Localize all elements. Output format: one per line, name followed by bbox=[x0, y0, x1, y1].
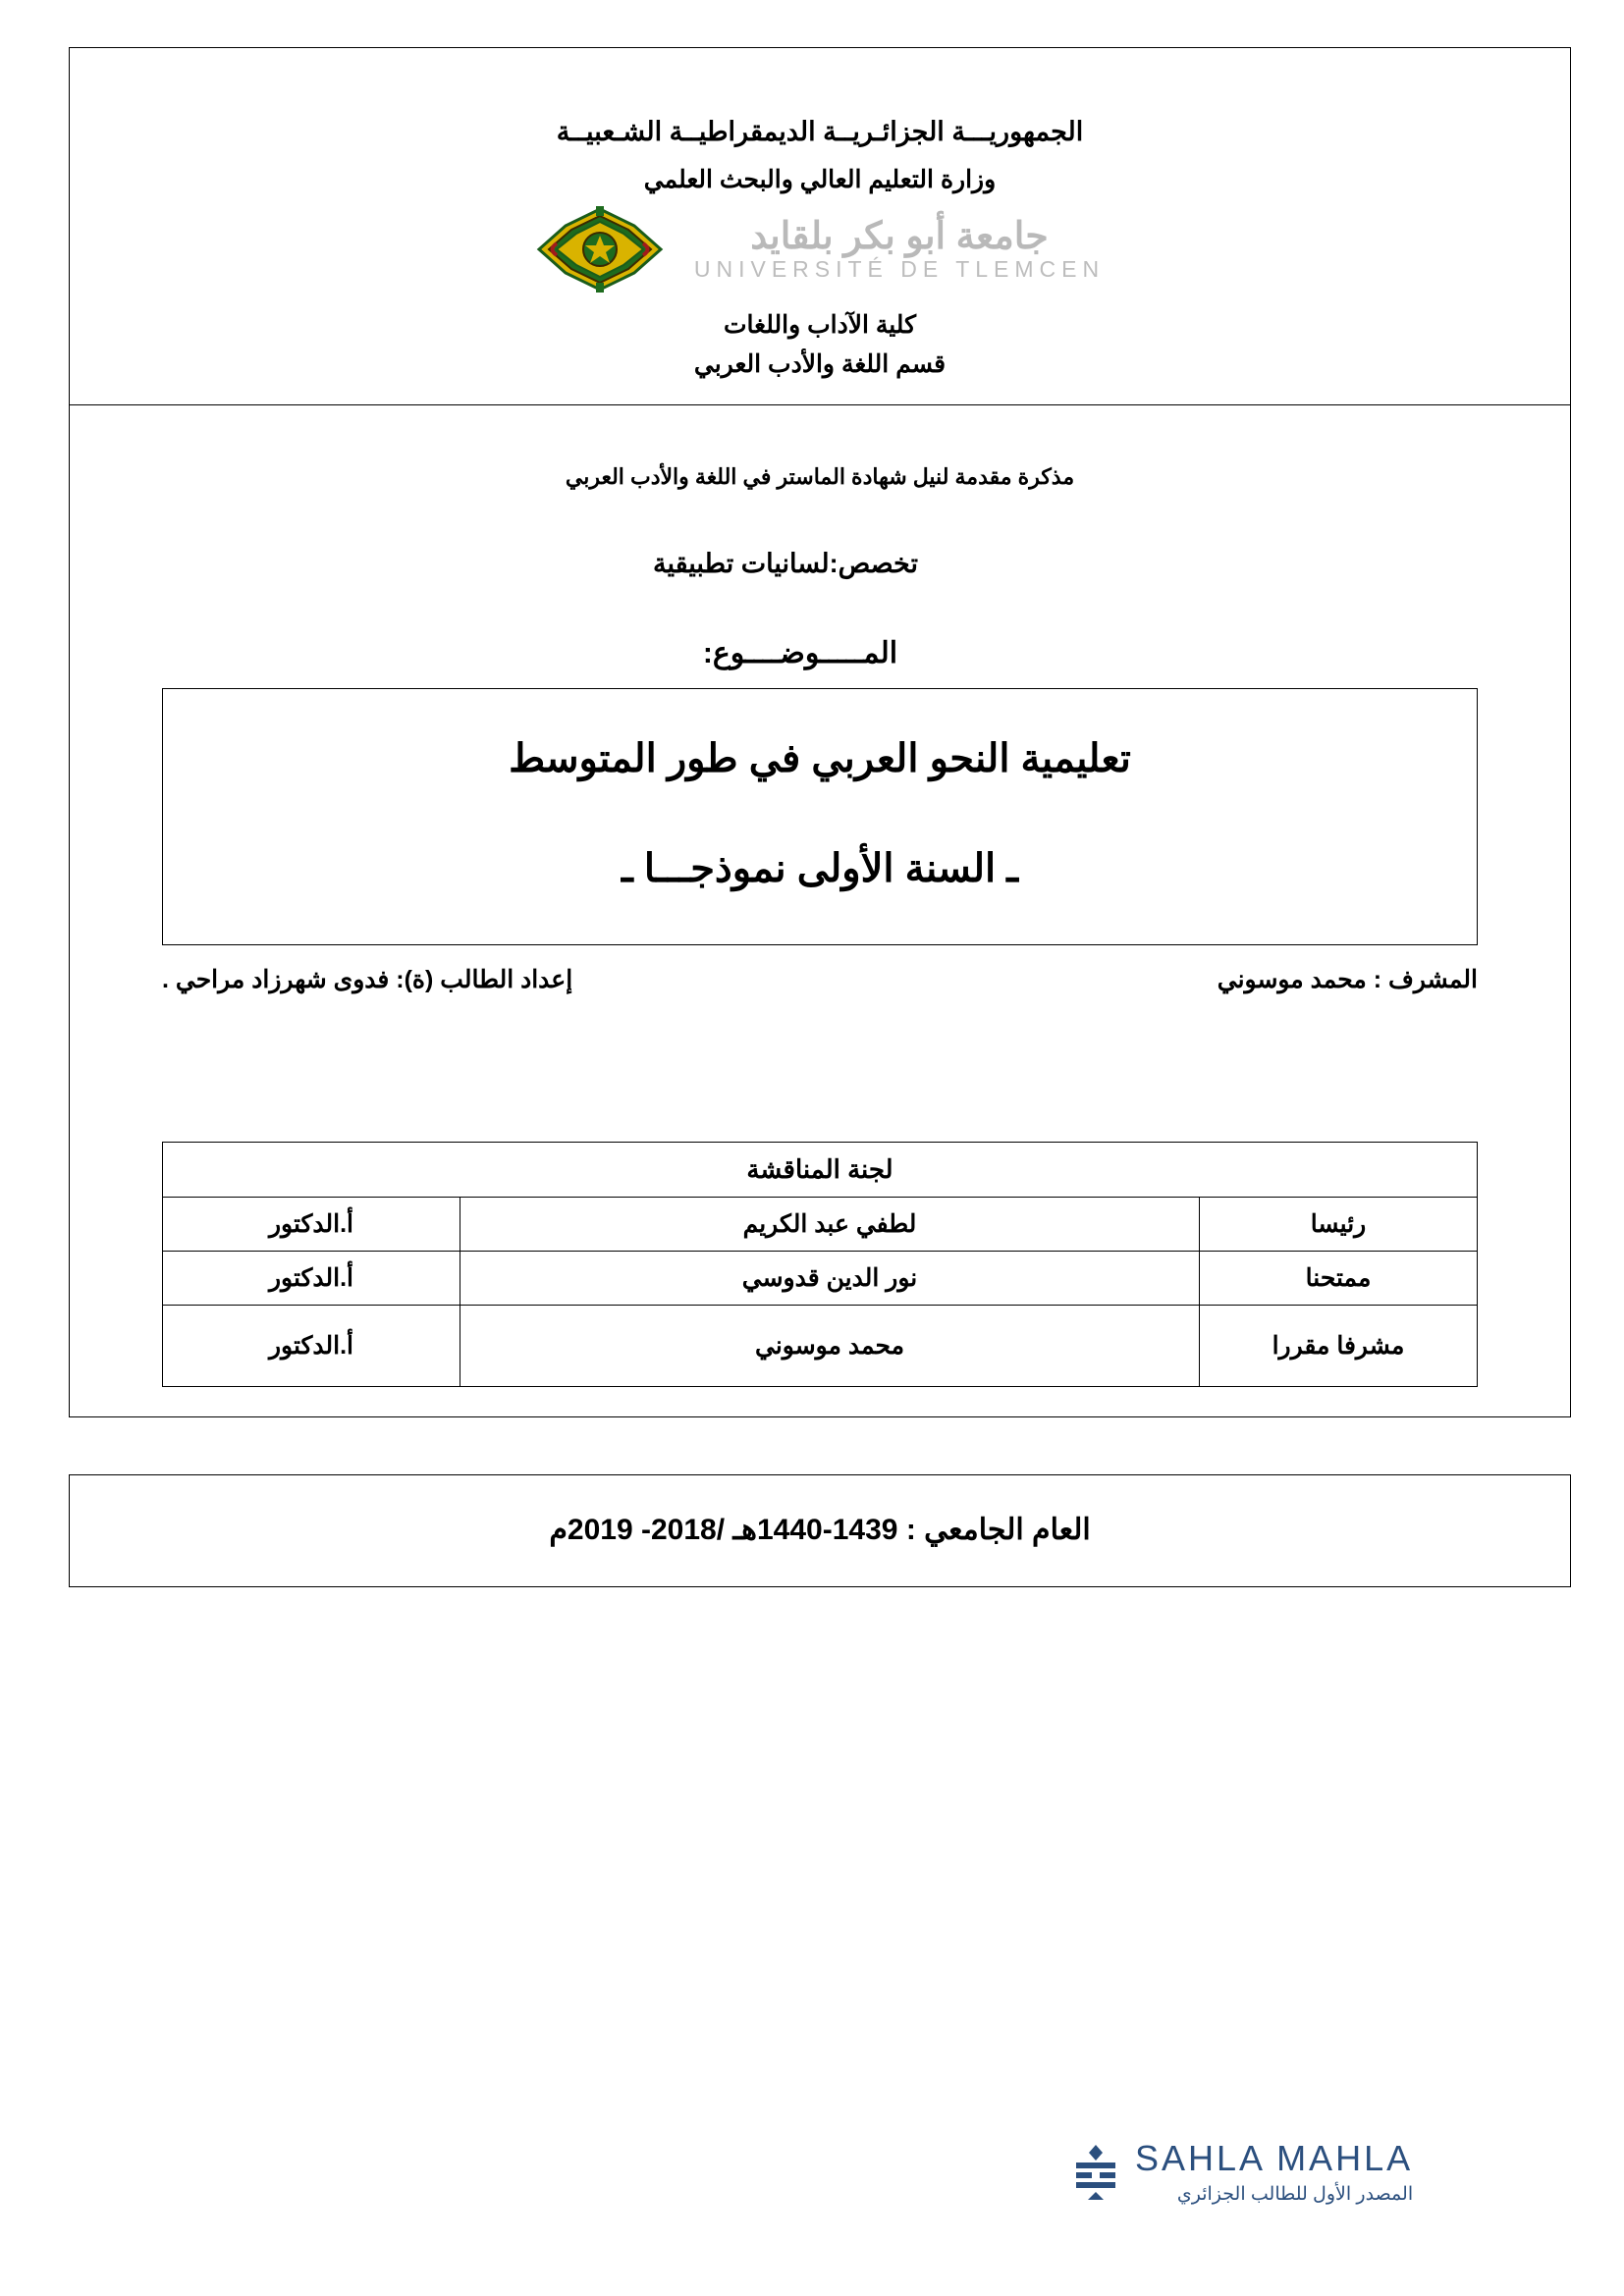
speciality-line: تخصص:لسانيات تطبيقية bbox=[652, 549, 918, 578]
university-name-french: UNIVERSITÉ DE TLEMCEN bbox=[693, 255, 1106, 282]
jury-role: مشرفا مقررا bbox=[1200, 1306, 1478, 1387]
ministry-line: وزارة التعليم العالي والبحث العلمي bbox=[643, 166, 997, 193]
jury-table-wrapper bbox=[162, 1142, 1478, 1387]
subject-label: المـــــوضــــوع: bbox=[702, 637, 898, 669]
table-row bbox=[163, 1198, 1478, 1252]
university-wordmark bbox=[693, 215, 1106, 282]
jury-name: لطفي عبد الكريم bbox=[460, 1198, 1200, 1252]
academic-year-section bbox=[69, 1474, 1571, 1587]
body-section bbox=[69, 405, 1571, 1417]
thesis-title-line2: ـ السنة الأولى نموذجـــا ـ bbox=[622, 847, 1018, 890]
jury-role: ممتحنا bbox=[1200, 1252, 1478, 1306]
watermark-tagline: المصدر الأول للطالب الجزائري bbox=[1176, 2184, 1414, 2205]
header-section bbox=[69, 47, 1571, 405]
university-emblem-icon bbox=[535, 206, 665, 293]
faculty-line: كلية الآداب واللغات bbox=[724, 311, 916, 339]
authorship-line bbox=[162, 965, 1478, 994]
thesis-title-line1: تعليمية النحو العربي في طور المتوسط bbox=[509, 737, 1131, 780]
jury-table bbox=[162, 1142, 1478, 1387]
sahla-mahla-watermark bbox=[1070, 2138, 1542, 2206]
table-row bbox=[163, 1306, 1478, 1387]
university-identity bbox=[109, 206, 1531, 293]
university-name-arabic: جامعة أبو بكر بلقايد bbox=[750, 215, 1049, 257]
republic-line: الجمهوريـــة الجزائـريــة الديمقراطيــة الشـعبيــة bbox=[556, 117, 1084, 146]
watermark-name: SAHLA MAHLA bbox=[1135, 2138, 1414, 2178]
table-row bbox=[163, 1252, 1478, 1306]
memo-statement: مذكرة مقدمة لنيل شهادة الماستر في اللغة والأدب العربي bbox=[565, 464, 1075, 489]
student-line: إعداد الطالب (ة): فدوى شهرزاد مراحي . bbox=[162, 966, 573, 993]
jury-title: أ.الدكتور bbox=[163, 1252, 460, 1306]
document-page bbox=[69, 47, 1571, 2207]
jury-title: أ.الدكتور bbox=[163, 1198, 460, 1252]
watermark-text bbox=[1135, 2138, 1413, 2206]
jury-title: أ.الدكتور bbox=[163, 1306, 460, 1387]
jury-name: محمد موسوني bbox=[460, 1306, 1200, 1387]
jury-name: نور الدين قدوسي bbox=[460, 1252, 1200, 1306]
table-row-heading bbox=[163, 1143, 1478, 1198]
academic-year: العام الجامعي : 1439-1440هـ /2018- 2019م bbox=[549, 1514, 1091, 1546]
jury-heading: لجنة المناقشة bbox=[163, 1143, 1478, 1198]
jury-role: رئيسا bbox=[1200, 1198, 1478, 1252]
thesis-title-box bbox=[162, 688, 1478, 945]
supervisor-line: المشرف : محمد موسوني bbox=[1217, 966, 1478, 993]
watermark-logo-icon bbox=[1070, 2144, 1121, 2201]
department-line: قسم اللغة والأدب العربي bbox=[693, 350, 947, 378]
